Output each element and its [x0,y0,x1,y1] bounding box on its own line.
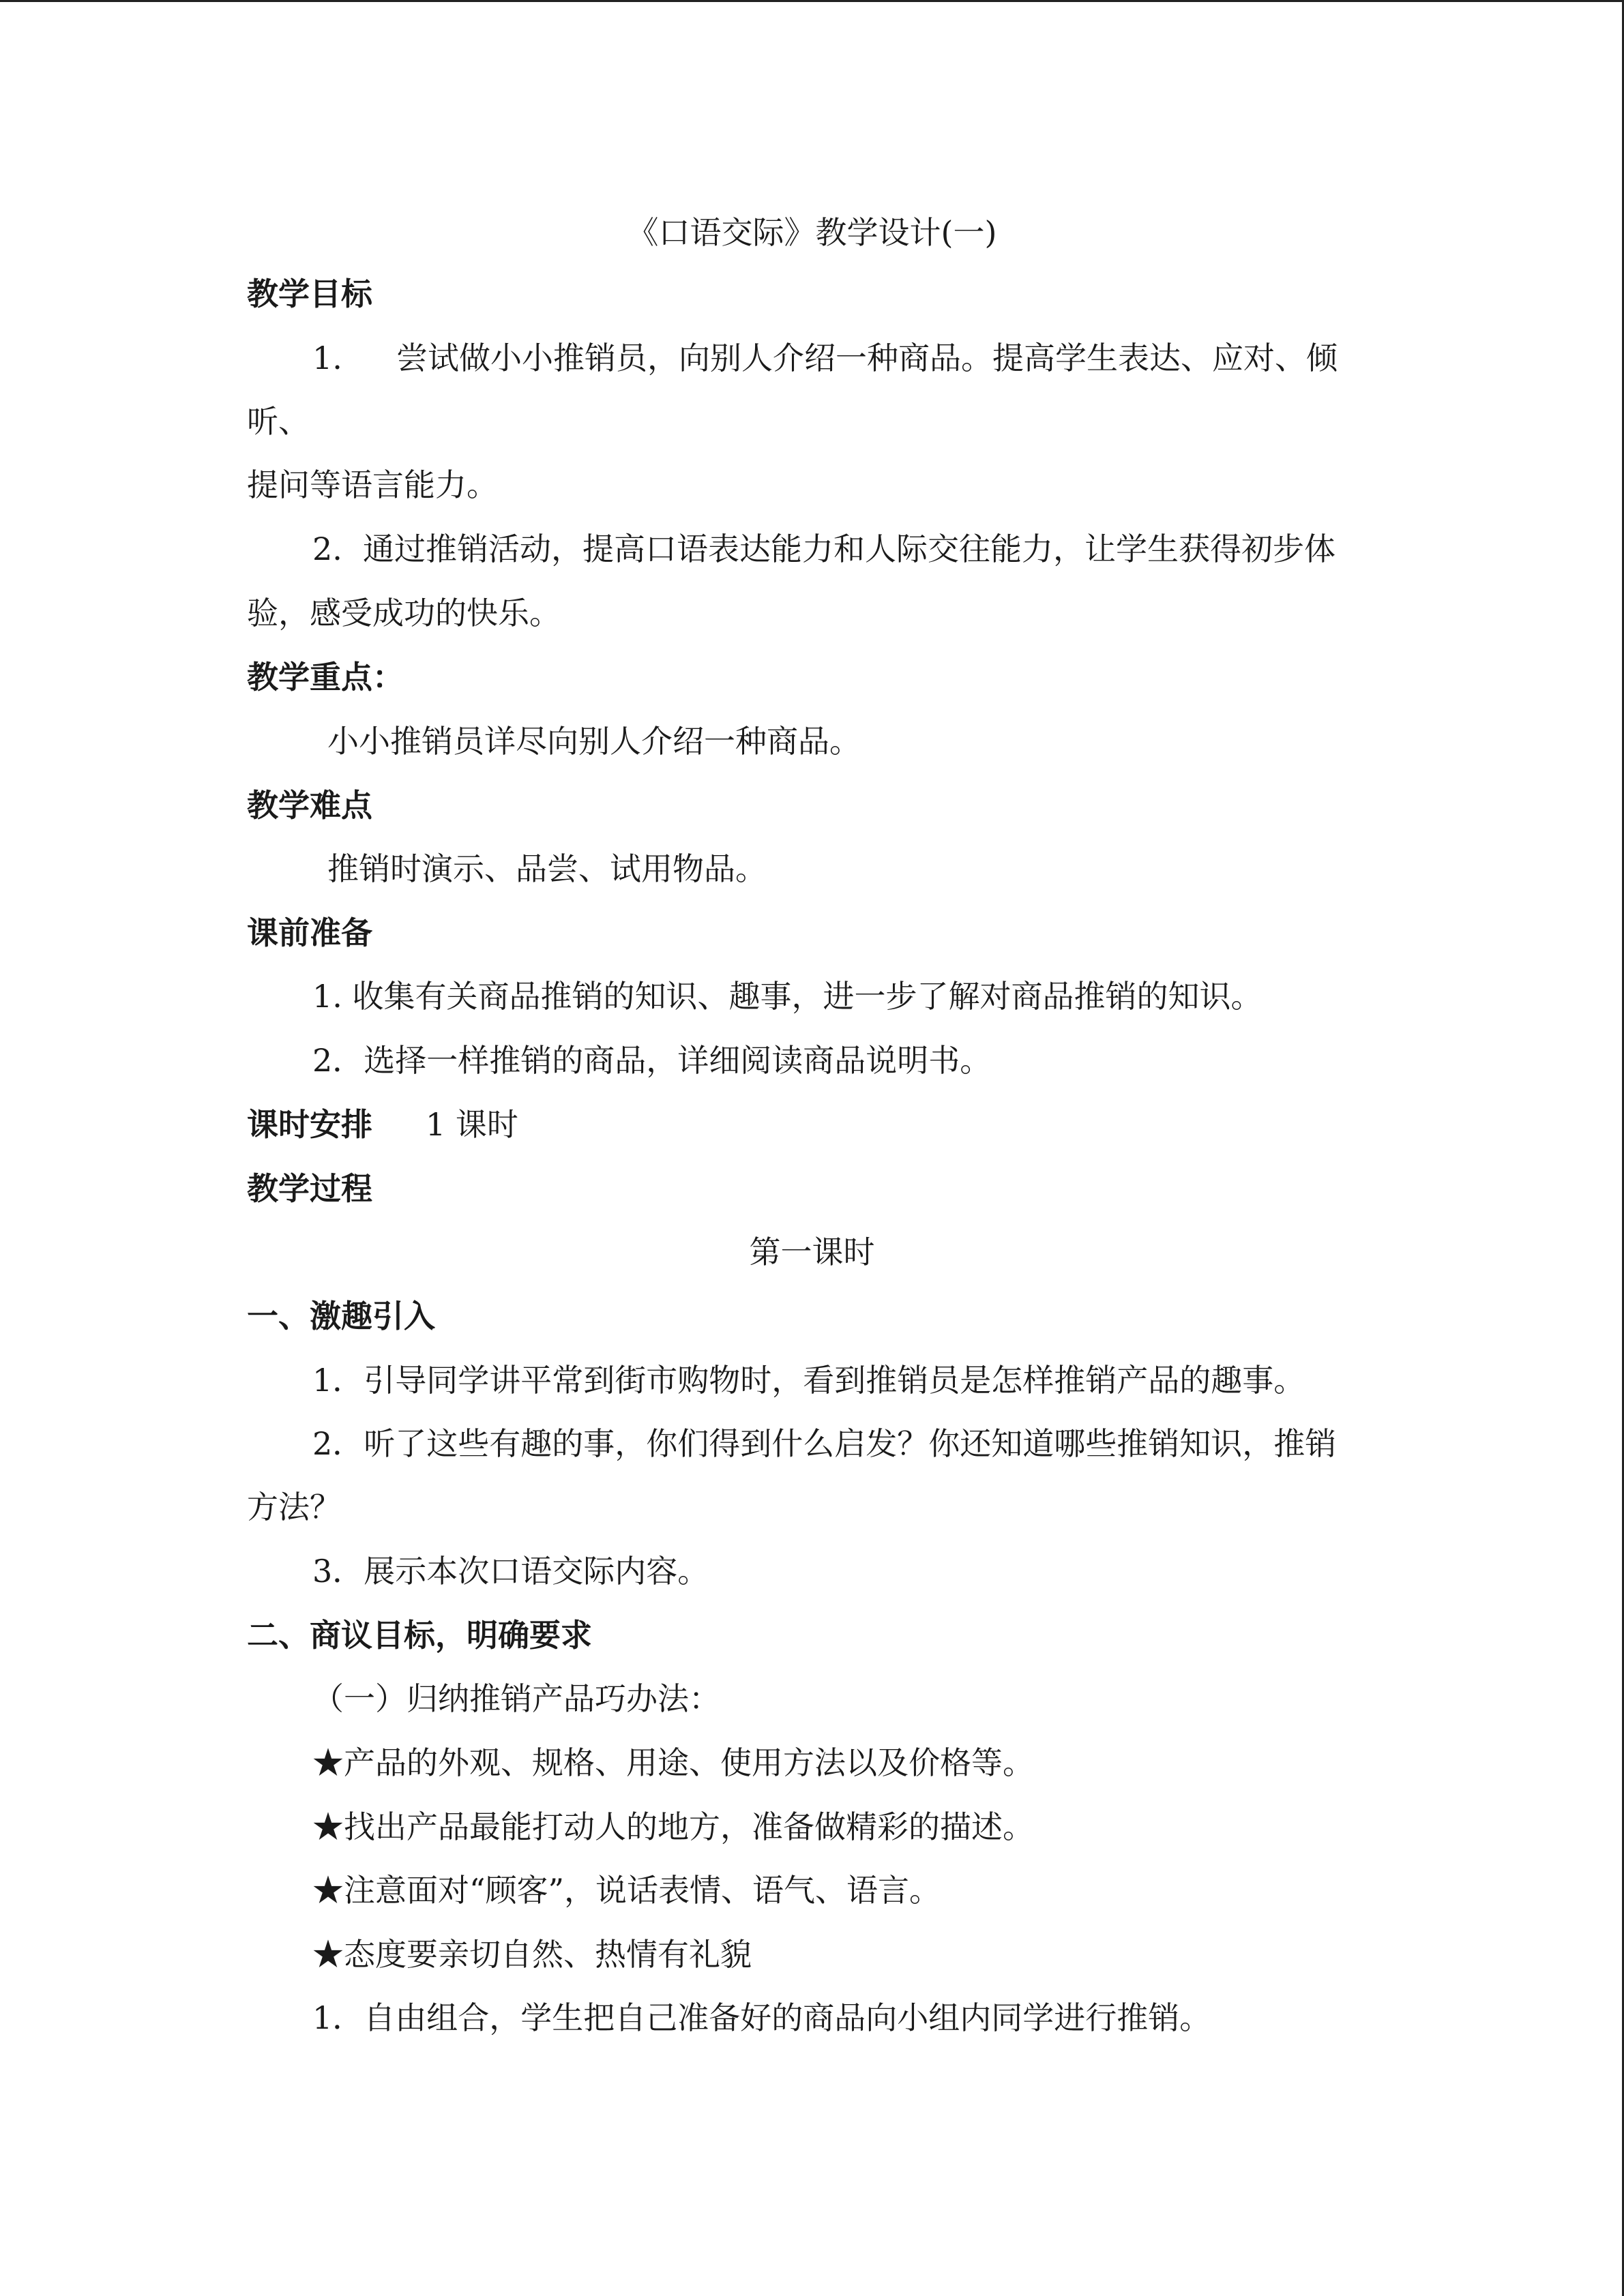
section-1-item-2-continuation: 方法？ [247,1489,341,1525]
objective-2-text: 通过推销活动，提高口语表达能力和人际交往能力，让学生获得初步体 [363,531,1335,567]
difficulty-text: 推销时演示、品尝、试用物品。 [327,850,767,887]
objective-2-continuation: 验，感受成功的快乐。 [247,595,561,631]
bullet-item: ★找出产品最能打动人的地方，准备做精彩的描述。 [312,1808,1034,1845]
objective-1-continuation-2: 提问等语言能力。 [247,466,498,503]
schedule-value: 1 课时 [426,1106,518,1143]
section-1-item-3: 3．展示本次口语交际内容。 [312,1553,709,1590]
preparation-item-1: 1. 收集有关商品推销的知识、趣事，进一步了解对商品推销的知识。 [312,978,1263,1015]
section-2-heading: 二、商议目标，明确要求 [247,1617,592,1654]
document-title: 《口语交际》教学设计(一) [627,214,997,251]
objective-1-text: 尝试做小小推销员，向别人介绍一种商品。提高学生表达、应对、倾 [396,340,1338,376]
section-2-sub-heading: （一）归纳推销产品巧办法： [312,1680,720,1717]
section-1-item-1: 1．引导同学讲平常到街市购物时，看到推销员是怎样推销产品的趣事。 [312,1362,1305,1399]
difficulty-heading: 教学难点 [247,787,372,824]
process-heading: 教学过程 [247,1170,372,1207]
bullet-item: ★注意面对“顾客”，说话表情、语气、语言。 [312,1872,941,1909]
preparation-heading: 课前准备 [247,914,372,951]
objectives-heading: 教学目标 [247,275,372,312]
section-1-heading: 一、激趣引入 [247,1298,435,1335]
bullet-item: ★产品的外观、规格、用途、使用方法以及价格等。 [312,1744,1034,1781]
objective-2-number: 2. [312,531,342,567]
objective-1-number: 1. [312,340,342,376]
preparation-item-2: 2．选择一样推销的商品，详细阅读商品说明书。 [312,1042,992,1079]
schedule-heading: 课时安排 [247,1106,372,1143]
lesson-title: 第一课时 [749,1234,875,1270]
bullet-item: ★态度要亲切自然、热情有礼貌 [312,1936,752,1973]
key-point-text: 小小推销员详尽向别人介绍一种商品。 [327,723,861,760]
section-2-item-1: 1．自由组合，学生把自己准备好的商品向小组内同学进行推销。 [312,1999,1211,2036]
key-point-heading: 教学重点： [247,659,404,696]
section-1-item-2: 2．听了这些有趣的事，你们得到什么启发？你还知道哪些推销知识，推销 [312,1425,1337,1462]
objective-1-continuation: 听、 [247,403,310,440]
